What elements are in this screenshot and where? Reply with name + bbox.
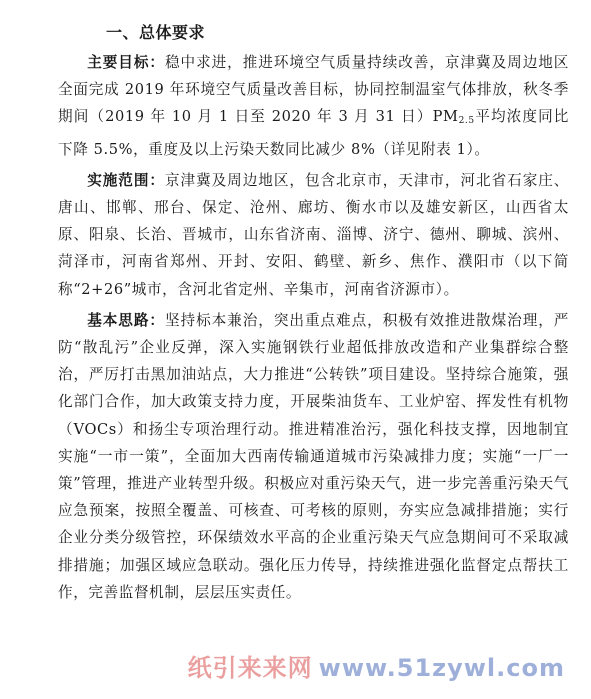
scope-label: 实施范围： — [87, 171, 165, 189]
approach-text: 坚持标本兼治，突出重点难点，积极有效推进散煤治理，严防“散乱污”企业反弹，深入实施钢铁行业超低排放改造和产业集群综合整治，严厉打击黑加油站点，大力推进“公转铁”项目建设。坚持综合施策，强化部门合作，加大政策支持力度，开展柴油货车、工业炉窑、挥发性有机物（VOCs）和扬尘专项治理行动。推进精准治污，强化科技支撑，因地制宜实施“一市一策”，全面加大西南传输通道城市污染减排力度；实施“一厂一策”管理，推进产业转型升级。积极应对重污染天气，进一步完善重污染天气应急预案，按照全覆盖、可核查、可考核的原则，夯实应急减排措施；实行企业分类分级管控，环保绩效水平高的企业重污染天气应急期间可不采取减排措施；加强区域应急联动。强化压力传导，持续推进强化监督定点帮扶工作，完善监督机制，层层压实责任。 — [58, 311, 569, 601]
scope-paragraph — [58, 167, 569, 303]
pm-subscript: 2.5 — [458, 116, 475, 127]
goals-text-2: 平均浓度同比下降 5.5%，重度及以上污染天数同比减少 8%（详见附表 1）。 — [58, 108, 569, 158]
goals-paragraph — [58, 49, 569, 163]
goals-text-1: 稳中求进，推进环境空气质量持续改善，京津冀及周边地区全面完成 2019 年环境空气质量改善目标，协同控制温室气体排放，秋冬季期间（2019 年 10 月 1 日至 2020 年 3 月 31 日）PM — [58, 54, 569, 126]
section-heading: 一、总体要求 — [106, 23, 206, 42]
watermark-cn: 纸引来来网 — [187, 654, 313, 682]
approach-label: 基本思路： — [87, 311, 165, 329]
approach-paragraph — [58, 307, 569, 606]
goals-label: 主要目标： — [87, 54, 165, 71]
scope-text: 京津冀及周边地区，包含北京市，天津市，河北省石家庄、唐山、邯郸、邢台、保定、沧州、廊坊、衡水市以及雄安新区，山西省太原、阳泉、长治、晋城市，山东省济南、淄博、济宁、德州、聊城、滨州、菏泽市，河南省郑州、开封、安阳、鹤壁、新乡、焦作、濮阳市（以下简称“2+26”城市，含河北省定州、辛集市，河南省济源市）。 — [58, 171, 569, 298]
watermark-url: www.51zywl.com — [318, 654, 565, 682]
